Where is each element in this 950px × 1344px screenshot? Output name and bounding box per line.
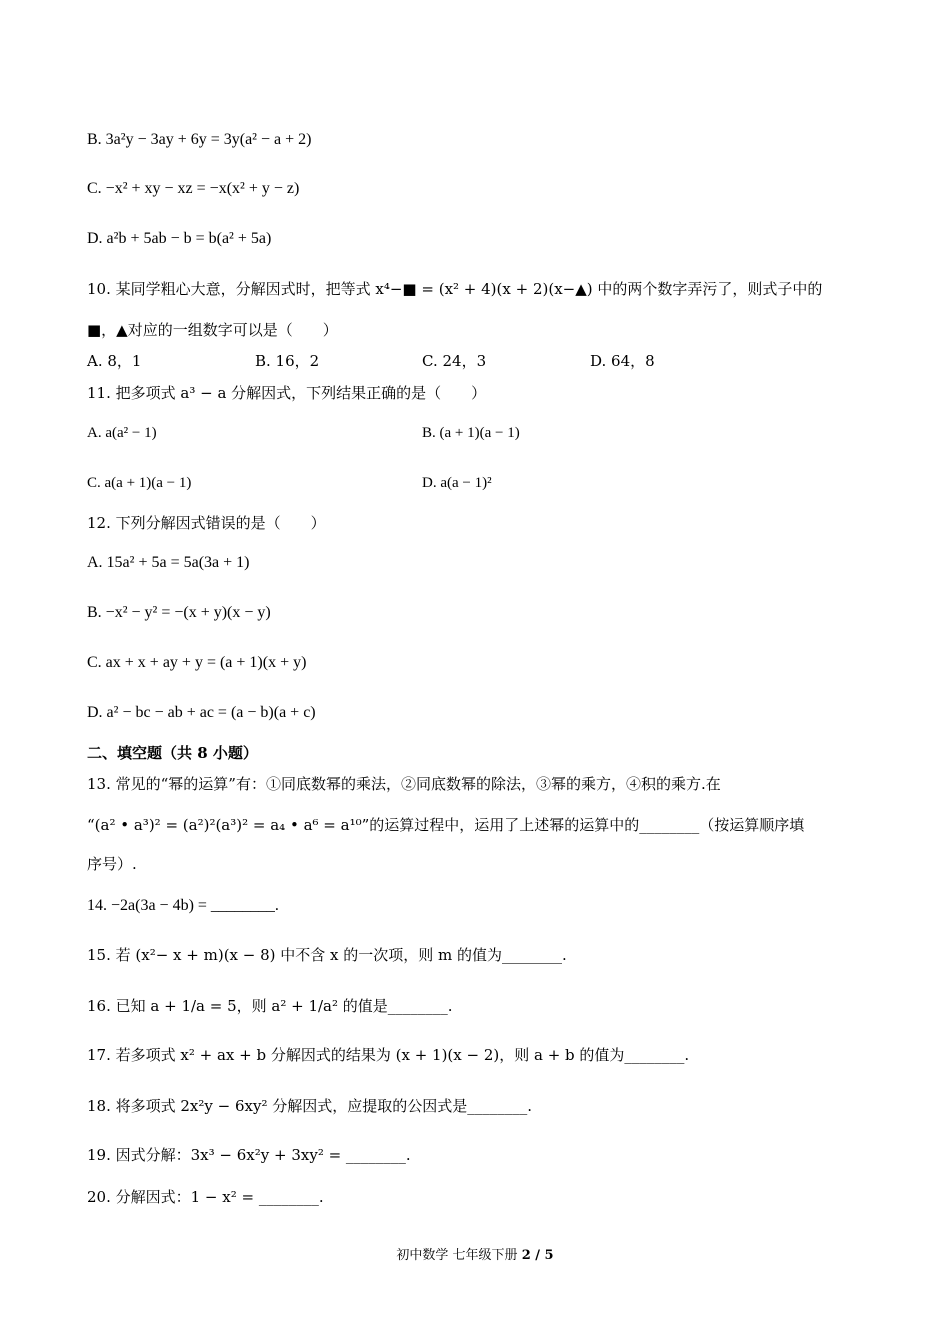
question-20: 20. 分解因式：1 − x² = ________. — [87, 1188, 324, 1206]
question-12-option-b: B. −x² − y² = −(x + y)(x − y) — [87, 604, 271, 621]
page-footer — [0, 1246, 950, 1266]
question-9-option-b: B. 3a²y − 3ay + 6y = 3y(a² − a + 2) — [87, 131, 312, 148]
question-13-line1: 13. 常见的“幂的运算”有：①同底数幂的乘法，②同底数幂的除法，③幂的乘方，④积的乘方.在 — [87, 775, 721, 793]
question-11-stem: 11. 把多项式 a³ − a 分解因式，下列结果正确的是（ ） — [87, 384, 487, 402]
question-9-option-d: D. a²b + 5ab − b = b(a² + 5a) — [87, 230, 272, 247]
question-10-option-d: D. 64，8 — [590, 352, 655, 370]
question-12-option-a: A. 15a² + 5a = 5a(3a + 1) — [87, 554, 250, 571]
question-10-option-a: A. 8，1 — [87, 352, 142, 370]
question-11-option-a: A. a(a² − 1) — [87, 425, 157, 441]
question-11-option-b: B. (a + 1)(a − 1) — [422, 425, 520, 441]
question-10-stem-line1: 10. 某同学粗心大意，分解因式时，把等式 x⁴−■ = (x² + 4)(x + 2)(x−▲) 中的两个数字弄污了，则式子中的 — [87, 280, 823, 298]
question-15: 15. 若 (x²− x + m)(x − 8) 中不含 x 的一次项，则 m 的值为________. — [87, 946, 567, 964]
question-10-option-c: C. 24，3 — [422, 352, 487, 370]
footer-course-label: 初中数学 七年级下册 — [396, 1248, 522, 1263]
question-13-line3: 序号）. — [87, 855, 137, 873]
question-12-option-d: D. a² − bc − ab + ac = (a − b)(a + c) — [87, 704, 316, 721]
question-10-option-b: B. 16，2 — [255, 352, 320, 370]
question-11-option-d: D. a(a − 1)² — [422, 475, 492, 491]
question-9-option-c: C. −x² + xy − xz = −x(x² + y − z) — [87, 180, 300, 197]
section-fill-in-blank-heading: 二、填空题（共 8 小题） — [87, 744, 258, 762]
question-19: 19. 因式分解：3x³ − 6x²y + 3xy² = ________. — [87, 1146, 411, 1164]
question-13-line2: “(a² • a³)² = (a²)²(a³)² = a₄ • a⁶ = a¹⁰”的运算过程中，运用了上述幂的运算中的________（按运算顺序填 — [87, 816, 805, 834]
question-18: 18. 将多项式 2x²y − 6xy² 分解因式，应提取的公因式是________. — [87, 1097, 533, 1115]
question-14: 14. −2a(3a − 4b) = ________. — [87, 897, 279, 914]
question-17: 17. 若多项式 x² + ax + b 分解因式的结果为 (x + 1)(x − 2)，则 a + b 的值为________. — [87, 1046, 690, 1064]
question-12-option-c: C. ax + x + ay + y = (a + 1)(x + y) — [87, 654, 307, 671]
question-16: 16. 已知 a + 1/a = 5，则 a² + 1/a² 的值是________. — [87, 997, 453, 1015]
footer-page-number: 2 / 5 — [521, 1248, 554, 1263]
question-10-stem-line2: ■，▲对应的一组数字可以是（ ） — [87, 321, 338, 339]
question-12-stem: 12. 下列分解因式错误的是（ ） — [87, 514, 326, 532]
question-11-option-c: C. a(a + 1)(a − 1) — [87, 475, 192, 491]
